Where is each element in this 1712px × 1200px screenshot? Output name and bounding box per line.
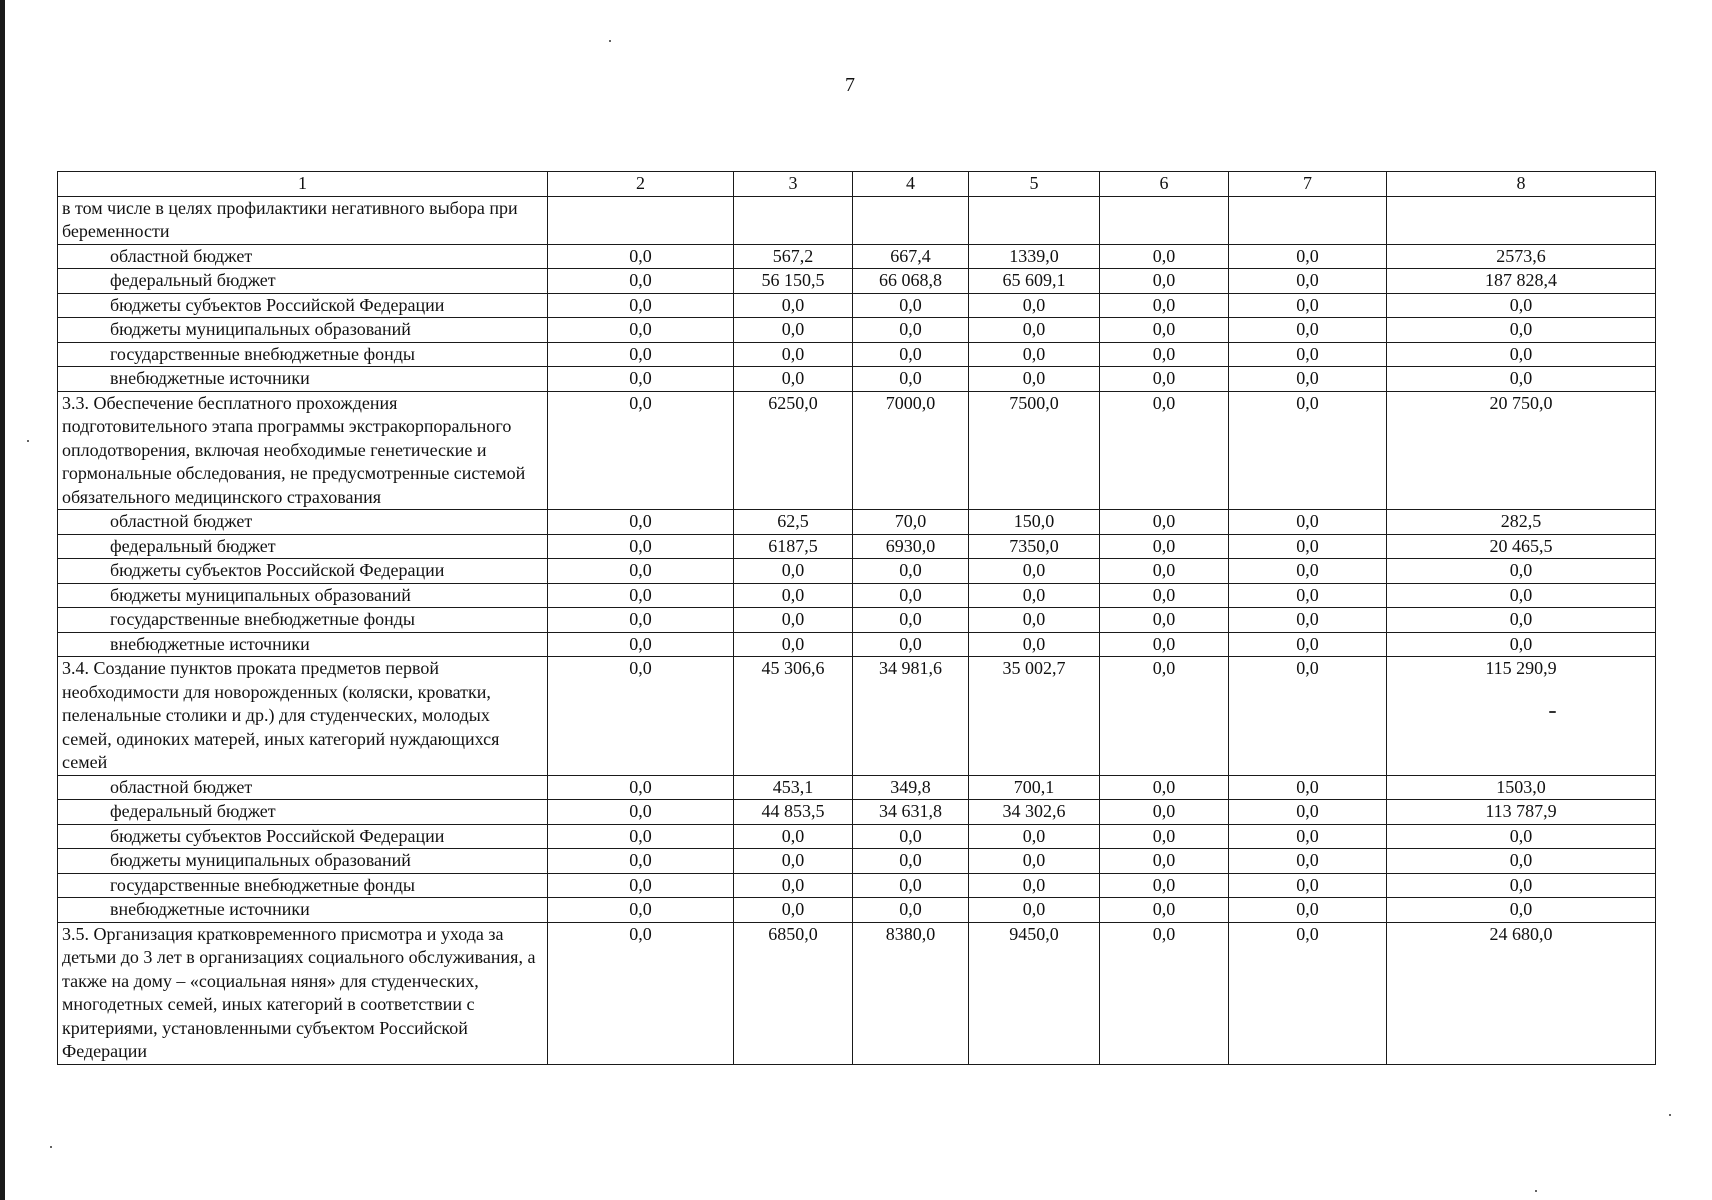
value-cell: 113 787,9 [1387,800,1656,825]
value-cell: 0,0 [1229,775,1387,800]
value-cell: 0,0 [1387,318,1656,343]
budget-source-label: федеральный бюджет [58,800,548,825]
value-cell: 0,0 [1100,873,1229,898]
value-cell: 0,0 [548,608,734,633]
section-row [58,657,1656,776]
budget-source-row [58,534,1656,559]
value-cell: 0,0 [853,342,969,367]
section-label: в том числе в целях профилактики негативного выбора при беременности [58,196,548,244]
scan-speck [1669,1114,1671,1116]
value-cell: 0,0 [1229,898,1387,923]
budget-source-label: внебюджетные источники [58,632,548,657]
value-cell: 0,0 [853,849,969,874]
value-cell: 0,0 [853,873,969,898]
budget-source-label: государственные внебюджетные фонды [58,342,548,367]
value-cell: 7000,0 [853,391,969,510]
value-cell: 9450,0 [969,922,1100,1064]
budget-source-row [58,898,1656,923]
section-label: 3.4. Создание пунктов проката предметов первой необходимости для новорожденных (коляски, кроватки, пеленальные столики и др.) для студенческих, молодых семей, одиноких матерей, иных категорий нуждающихся семей [58,657,548,776]
value-cell: 0,0 [969,898,1100,923]
value-cell: 0,0 [1100,293,1229,318]
value-cell: 7350,0 [969,534,1100,559]
value-cell: 0,0 [1229,657,1387,776]
value-cell: 700,1 [969,775,1100,800]
value-cell: 0,0 [1229,510,1387,535]
value-cell [1229,196,1387,244]
value-cell: 0,0 [548,318,734,343]
value-cell: 0,0 [1100,318,1229,343]
value-cell: 0,0 [1100,244,1229,269]
scan-speck [609,40,611,42]
budget-source-row [58,608,1656,633]
value-cell: 0,0 [548,293,734,318]
value-cell: 187 828,4 [1387,269,1656,294]
budget-source-label: бюджеты субъектов Российской Федерации [58,293,548,318]
budget-source-label: областной бюджет [58,510,548,535]
budget-source-label: федеральный бюджет [58,534,548,559]
value-cell: 0,0 [969,824,1100,849]
budget-source-label: бюджеты муниципальных образований [58,849,548,874]
value-cell: 0,0 [734,824,853,849]
value-cell: 0,0 [1229,244,1387,269]
value-cell: 0,0 [1229,367,1387,392]
budget-source-row [58,849,1656,874]
value-cell: 0,0 [1229,608,1387,633]
value-cell: 0,0 [548,849,734,874]
value-cell: 0,0 [1229,293,1387,318]
budget-source-label: внебюджетные источники [58,898,548,923]
value-cell: 7500,0 [969,391,1100,510]
value-cell: 70,0 [853,510,969,535]
value-cell: 0,0 [734,873,853,898]
budget-source-label: федеральный бюджет [58,269,548,294]
section-label: 3.3. Обеспечение бесплатного прохождения подготовительного этапа программы экстракорпорального оплодотворения, включая необходимые генетические и гормональные обследования, не предусмотренные системой обязательного медицинского страхования [58,391,548,510]
budget-source-row [58,775,1656,800]
value-cell: 0,0 [853,824,969,849]
value-cell [1100,196,1229,244]
value-cell: 0,0 [734,632,853,657]
value-cell: 0,0 [548,657,734,776]
budget-source-label: бюджеты муниципальных образований [58,583,548,608]
value-cell: 0,0 [1100,559,1229,584]
scan-speck [50,1146,52,1148]
budget-source-label: бюджеты субъектов Российской Федерации [58,559,548,584]
header-cell: 8 [1387,172,1656,197]
value-cell: 0,0 [734,898,853,923]
value-cell: 0,0 [1229,318,1387,343]
value-cell: 0,0 [1387,898,1656,923]
value-cell: 1339,0 [969,244,1100,269]
value-cell: 0,0 [548,632,734,657]
value-cell: 0,0 [853,608,969,633]
value-cell: 34 981,6 [853,657,969,776]
value-cell: 0,0 [1100,800,1229,825]
value-cell: 0,0 [734,849,853,874]
value-cell: 0,0 [969,583,1100,608]
value-cell: 0,0 [1100,657,1229,776]
value-cell: 0,0 [1387,873,1656,898]
value-cell [969,196,1100,244]
value-cell: 0,0 [734,559,853,584]
budget-source-row [58,367,1656,392]
value-cell: 0,0 [1229,342,1387,367]
value-cell: 0,0 [1100,824,1229,849]
value-cell: 0,0 [548,244,734,269]
value-cell [734,196,853,244]
value-cell: 0,0 [1387,342,1656,367]
header-cell: 3 [734,172,853,197]
value-cell: 6250,0 [734,391,853,510]
budget-source-label: государственные внебюджетные фонды [58,873,548,898]
value-cell: 0,0 [548,824,734,849]
value-cell [853,196,969,244]
header-cell: 4 [853,172,969,197]
value-cell: 0,0 [734,583,853,608]
value-cell: 667,4 [853,244,969,269]
value-cell: 0,0 [853,293,969,318]
value-cell: 8380,0 [853,922,969,1064]
header-cell: 7 [1229,172,1387,197]
value-cell: 34 302,6 [969,800,1100,825]
scan-edge [0,0,5,1200]
value-cell: 349,8 [853,775,969,800]
value-cell: 0,0 [969,342,1100,367]
value-cell: 0,0 [1229,632,1387,657]
value-cell: 0,0 [734,367,853,392]
value-cell: 0,0 [1229,800,1387,825]
value-cell: 2573,6 [1387,244,1656,269]
scan-speck [1549,711,1556,713]
budget-source-row [58,510,1656,535]
budget-source-row [58,293,1656,318]
value-cell: 65 609,1 [969,269,1100,294]
value-cell: 0,0 [1100,391,1229,510]
budget-source-label: областной бюджет [58,775,548,800]
value-cell: 0,0 [548,922,734,1064]
value-cell: 0,0 [1229,849,1387,874]
budget-source-row [58,800,1656,825]
value-cell: 0,0 [969,318,1100,343]
value-cell: 0,0 [853,367,969,392]
value-cell: 0,0 [734,608,853,633]
value-cell: 0,0 [969,632,1100,657]
value-cell: 0,0 [1100,632,1229,657]
value-cell: 56 150,5 [734,269,853,294]
scan-speck [27,440,29,442]
value-cell: 0,0 [548,559,734,584]
value-cell: 0,0 [1100,898,1229,923]
value-cell: 0,0 [548,534,734,559]
value-cell: 0,0 [969,293,1100,318]
value-cell: 0,0 [1229,534,1387,559]
header-cell: 5 [969,172,1100,197]
budget-source-label: бюджеты муниципальных образований [58,318,548,343]
value-cell: 0,0 [1100,510,1229,535]
budget-source-row [58,824,1656,849]
page-number: 7 [845,74,855,96]
budget-source-row [58,342,1656,367]
value-cell: 66 068,8 [853,269,969,294]
value-cell: 0,0 [548,583,734,608]
value-cell: 0,0 [969,608,1100,633]
budget-source-row [58,244,1656,269]
section-row [58,196,1656,244]
value-cell: 0,0 [969,873,1100,898]
value-cell: 0,0 [1100,922,1229,1064]
value-cell: 453,1 [734,775,853,800]
value-cell: 0,0 [734,293,853,318]
value-cell: 0,0 [1100,269,1229,294]
value-cell: 0,0 [1100,849,1229,874]
budget-source-label: внебюджетные источники [58,367,548,392]
value-cell: 0,0 [969,559,1100,584]
budget-source-row [58,583,1656,608]
header-cell: 6 [1100,172,1229,197]
value-cell: 0,0 [1100,583,1229,608]
budget-source-row [58,873,1656,898]
value-cell: 0,0 [548,898,734,923]
value-cell: 0,0 [853,318,969,343]
value-cell: 35 002,7 [969,657,1100,776]
value-cell: 0,0 [1229,559,1387,584]
scan-speck [1535,1190,1537,1192]
header-row [58,172,1656,197]
value-cell: 0,0 [548,269,734,294]
value-cell: 0,0 [1387,632,1656,657]
value-cell: 44 853,5 [734,800,853,825]
value-cell: 6850,0 [734,922,853,1064]
value-cell: 45 306,6 [734,657,853,776]
value-cell: 0,0 [1387,824,1656,849]
budget-source-label: государственные внебюджетные фонды [58,608,548,633]
value-cell: 0,0 [734,342,853,367]
value-cell: 0,0 [1387,293,1656,318]
section-row [58,391,1656,510]
value-cell: 0,0 [853,632,969,657]
value-cell: 0,0 [1229,824,1387,849]
value-cell: 0,0 [1387,608,1656,633]
value-cell: 0,0 [969,849,1100,874]
value-cell: 0,0 [1387,849,1656,874]
value-cell [1387,196,1656,244]
header-cell: 2 [548,172,734,197]
budget-source-row [58,318,1656,343]
budget-source-row [58,632,1656,657]
section-label: 3.5. Организация кратковременного присмотра и ухода за детьми до 3 лет в организациях социального обслуживания, а также на дому – «социальная няня» для студенческих, многодетных семей, иных категорий в соответствии с критериями, установленными субъектом Российской Федерации [58,922,548,1064]
value-cell: 0,0 [548,510,734,535]
value-cell: 0,0 [1100,367,1229,392]
value-cell: 0,0 [548,775,734,800]
value-cell [548,196,734,244]
value-cell: 6930,0 [853,534,969,559]
value-cell: 0,0 [1100,775,1229,800]
budget-table [57,171,1656,1065]
value-cell: 1503,0 [1387,775,1656,800]
value-cell: 62,5 [734,510,853,535]
value-cell: 0,0 [548,391,734,510]
table-body [58,172,1656,1065]
value-cell: 0,0 [1229,922,1387,1064]
budget-source-row [58,269,1656,294]
value-cell: 0,0 [1100,534,1229,559]
value-cell: 0,0 [969,367,1100,392]
header-cell: 1 [58,172,548,197]
value-cell: 115 290,9 [1387,657,1656,776]
value-cell: 0,0 [853,898,969,923]
value-cell: 0,0 [548,342,734,367]
value-cell: 0,0 [1100,608,1229,633]
value-cell: 0,0 [853,583,969,608]
value-cell: 24 680,0 [1387,922,1656,1064]
value-cell: 20 465,5 [1387,534,1656,559]
value-cell: 0,0 [1100,342,1229,367]
value-cell: 6187,5 [734,534,853,559]
value-cell: 0,0 [548,800,734,825]
value-cell: 34 631,8 [853,800,969,825]
value-cell: 567,2 [734,244,853,269]
budget-source-label: областной бюджет [58,244,548,269]
value-cell: 0,0 [1229,391,1387,510]
value-cell: 20 750,0 [1387,391,1656,510]
section-row [58,922,1656,1064]
value-cell: 0,0 [1229,873,1387,898]
value-cell: 0,0 [1387,367,1656,392]
value-cell: 0,0 [853,559,969,584]
value-cell: 0,0 [1229,269,1387,294]
value-cell: 0,0 [1387,559,1656,584]
value-cell: 0,0 [1387,583,1656,608]
value-cell: 0,0 [548,367,734,392]
value-cell: 0,0 [734,318,853,343]
value-cell: 150,0 [969,510,1100,535]
budget-source-row [58,559,1656,584]
value-cell: 282,5 [1387,510,1656,535]
value-cell: 0,0 [548,873,734,898]
budget-source-label: бюджеты субъектов Российской Федерации [58,824,548,849]
value-cell: 0,0 [1229,583,1387,608]
